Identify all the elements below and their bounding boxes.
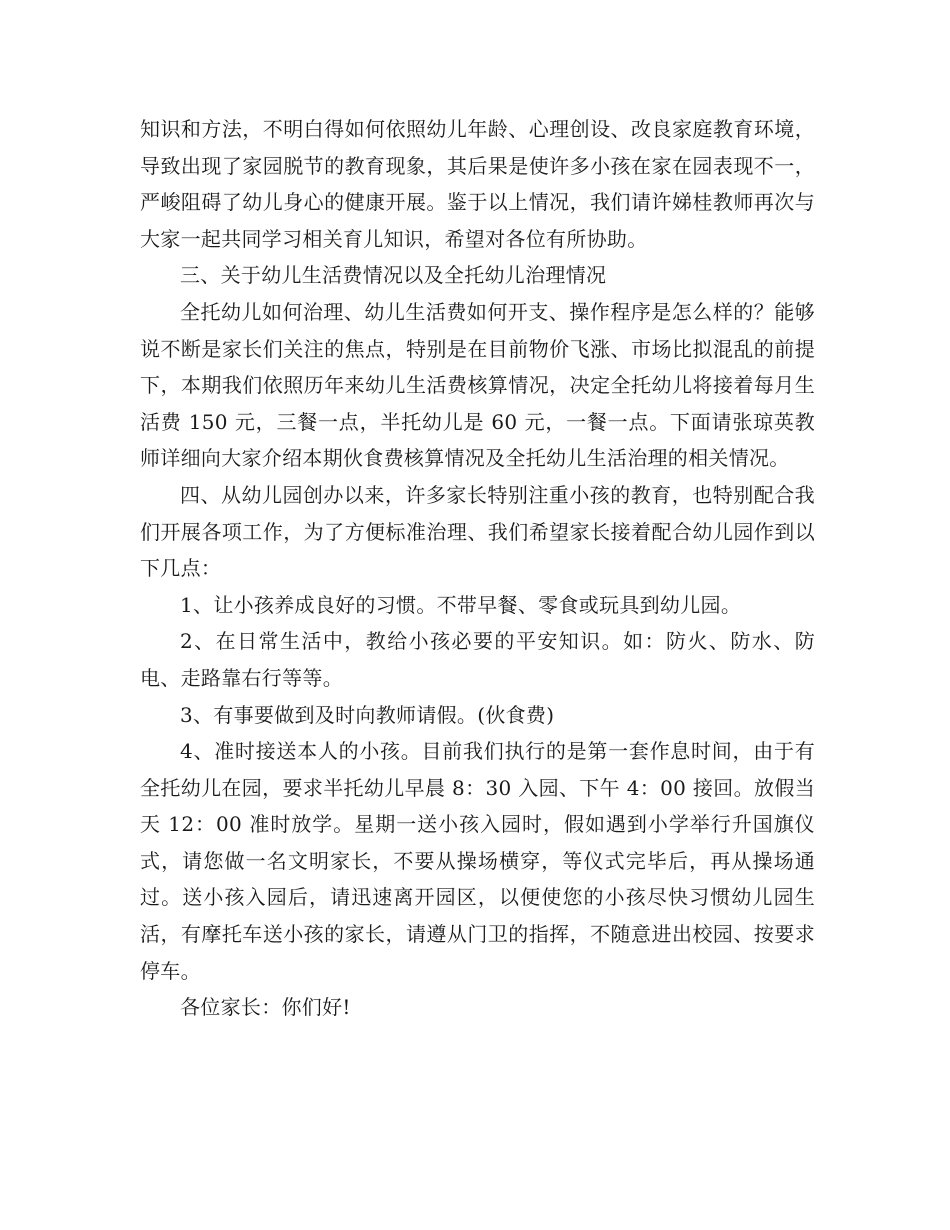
list-item-2: 2、在日常生活中，教给小孩必要的平安知识。如：防火、防水、防电、走路靠右行等等。 <box>140 629 815 690</box>
list-item-3: 3、有事要做到及时向教师请假。(伙食费) <box>180 702 555 727</box>
list-item-4: 4、准时接送本人的小孩。目前我们执行的是第一套作息时间，由于有全托幼儿在园，要求半托幼儿早晨 8：30 入园、下午 4：00 接回。放假当天 12：00 准时放学。星期一送小孩入园时，假如遇到小学举行升国旗仪式，请您做一名文明家长，不要从操场横穿，等仪式完毕后，再从操场通过。送小孩入园后，请迅速离开园区，以便使您的小孩尽快习惯幼儿园生活，有摩托车送小孩的家长，请遵从门卫的指挥，不随意进出校园、按要求停车。 <box>140 739 815 983</box>
paragraph-continued-knowledge: 知识和方法，不明白得如何依照幼儿年龄、心理创设、改良家庭教育环境，导致出现了家园脱节的教育现象，其后果是使许多小孩在家在园表现不一，严峻阻碍了幼儿身心的健康开展。鉴于以上情况，我们请许娣桂教师再次与大家一起共同学习相关育儿知识，希望对各位有所协助。 <box>140 117 815 251</box>
heading-section-three: 三、关于幼儿生活费情况以及全托幼儿治理情况 <box>180 263 607 288</box>
paragraph-section-four: 四、从幼儿园创办以来，许多家长特别注重小孩的教育，也特别配合我们开展各项工作，为了方便标准治理、我们希望家长接着配合幼儿园作到以下几点： <box>140 482 815 581</box>
list-item-1: 1、让小孩养成良好的习惯。不带早餐、零食或玩具到幼儿园。 <box>180 592 742 617</box>
greeting-line: 各位家长：你们好! <box>180 995 351 1020</box>
document-body <box>140 111 815 1026</box>
paragraph-living-expenses: 全托幼儿如何治理、幼儿生活费如何开支、操作程序是怎么样的？能够说不断是家长们关注的焦点，特别是在目前物价飞涨、市场比拟混乱的前提下，本期我们依照历年来幼儿生活费核算情况，决定全托幼儿将接着每月生活费 150 元，三餐一点，半托幼儿是 60 元，一餐一点。下面请张琼英教师详细向大家介绍本期伙食费核算情况及全托幼儿生活治理的相关情况。 <box>140 299 815 471</box>
